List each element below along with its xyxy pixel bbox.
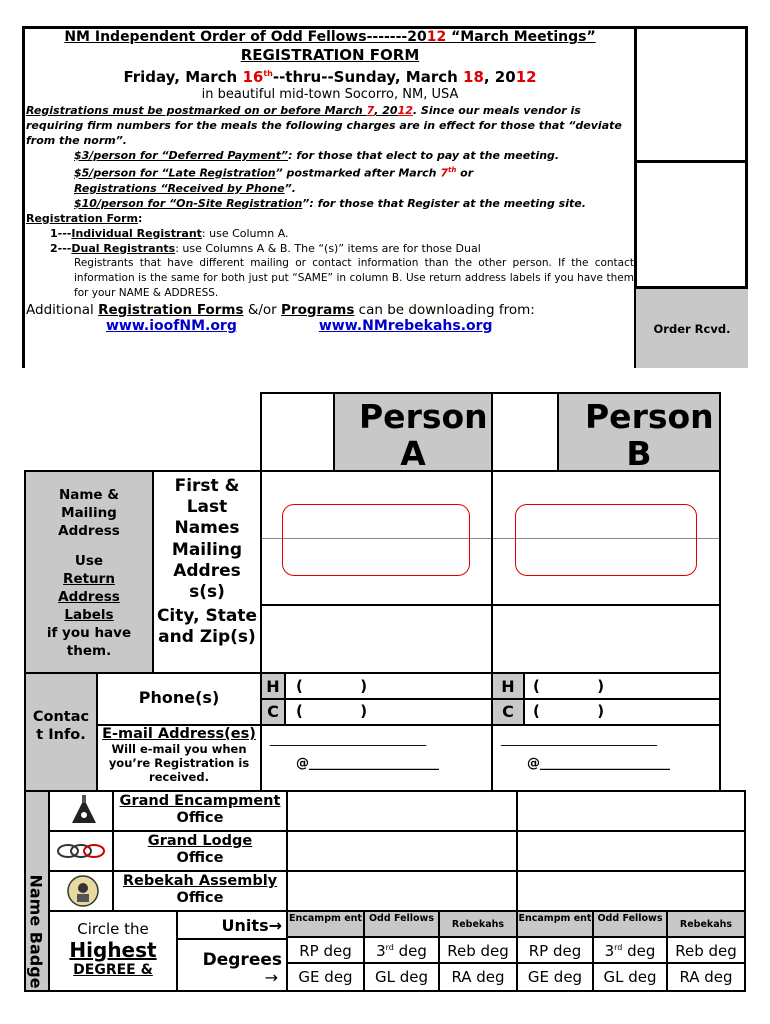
grand-encampment-office: Grand Encampment Office <box>119 793 281 826</box>
unit-rebekahs: Rebekahs <box>451 919 505 930</box>
download-links <box>26 319 634 334</box>
city-state-zip-label: City, State and Zip(s) <box>156 606 258 647</box>
hc-labels: H C <box>262 674 286 726</box>
fee-late: $5/person for “Late Registration” postmarked after March 7th or Registrations “Received by Phone”. <box>74 166 474 195</box>
event-location: in beautiful mid-town Socorro, NM, USA <box>201 87 459 102</box>
arrow-icon: → <box>264 968 278 987</box>
rebekah-emblem-icon <box>66 874 100 908</box>
degree-rp[interactable]: RP deg <box>299 942 352 960</box>
row-line <box>493 724 719 726</box>
name-fields-label-cell <box>152 470 262 674</box>
header-text <box>26 28 634 334</box>
row-line <box>50 870 286 872</box>
row-line <box>518 830 744 832</box>
registration-form-label: Registration Form: <box>26 211 143 225</box>
offices-label-cell <box>48 790 288 912</box>
option-individual: 1---Individual Registrant: use Column A. <box>50 226 289 240</box>
blank-cell <box>260 392 335 472</box>
row-line <box>262 724 491 726</box>
degree-gl[interactable]: GL deg <box>603 968 657 986</box>
email-note: Will e-mail you when you’re Registration is received. <box>108 742 250 784</box>
person-b-degrees-cell <box>516 910 746 992</box>
form-title: REGISTRATION FORM <box>240 46 420 64</box>
degree-reb[interactable]: Reb deg <box>447 942 509 960</box>
person-b-home-phone[interactable]: ( ) <box>533 677 605 695</box>
person-a-home-phone[interactable]: ( ) <box>296 677 368 695</box>
degree-3rd[interactable]: 3rd deg <box>604 942 656 960</box>
person-a-header: Person A <box>333 392 493 472</box>
name-address-label-cell: Name & Mailing Address Use Return Address Labels if you have them. <box>24 470 154 674</box>
person-a-office-cell[interactable] <box>286 790 518 912</box>
side-divider <box>637 160 748 163</box>
person-b-office-cell[interactable] <box>516 790 746 912</box>
degree-reb[interactable]: Reb deg <box>675 942 737 960</box>
person-a-email-line1[interactable]: ________________________ <box>270 732 426 747</box>
person-b-label-area[interactable] <box>515 504 697 576</box>
person-a-contact-cell <box>260 672 493 792</box>
circle-highest-cell: Circle the Highest DEGREE & <box>48 910 178 992</box>
person-a-cell-phone[interactable]: ( ) <box>296 702 368 720</box>
person-b-email-line2[interactable]: @____________________ <box>527 756 670 771</box>
degree-ra[interactable]: RA deg <box>679 968 733 986</box>
degree-gl[interactable]: GL deg <box>374 968 429 986</box>
row-line <box>288 962 516 964</box>
fee-deferred: $3/person for “Deferred Payment”: for those that elect to pay at the meeting. <box>74 149 560 162</box>
unit-odd-fellows: Odd Fellows <box>597 913 663 924</box>
phone-label-cell <box>96 672 262 726</box>
nmrebekahs-link[interactable]: www.NMrebekahs.org <box>318 317 493 334</box>
encampment-emblem-icon <box>68 795 100 827</box>
email-label: E-mail Address(es) <box>102 726 256 742</box>
degrees-label: Degrees <box>202 950 282 970</box>
programs-link[interactable]: Programs <box>281 301 355 318</box>
hc-labels: H C <box>493 674 525 726</box>
first-last-names-label: First & Last Names <box>174 476 240 538</box>
unit-rebekahs: Rebekahs <box>679 919 733 930</box>
row-line <box>518 962 744 964</box>
person-a-degrees-cell <box>286 910 518 992</box>
person-b-name-cell[interactable] <box>491 470 721 674</box>
row-line <box>518 870 744 872</box>
row-line <box>178 938 286 940</box>
person-a-email-line2[interactable]: @____________________ <box>296 756 439 771</box>
row-line <box>262 604 491 606</box>
contact-info-label-cell: Contac t Info. <box>24 672 98 792</box>
person-b-cell-phone[interactable]: ( ) <box>533 702 605 720</box>
grand-lodge-office: Grand Lodge Office <box>147 833 253 866</box>
phone-label: Phone(s) <box>138 688 220 707</box>
row-line <box>288 830 516 832</box>
option-dual: 2---Dual Registrants: use Columns A & B. The “(s)” items are for those Dual <box>50 241 481 255</box>
rebekah-assembly-office: Rebekah Assembly Office <box>122 873 278 906</box>
event-dates: Friday, March 16th--thru--Sunday, March 18, 2012 <box>123 68 537 86</box>
person-a-label-area[interactable] <box>282 504 470 576</box>
mailing-address-label: Mailing Addres s(s) <box>171 540 243 602</box>
ioofnm-link[interactable]: www.ioofNM.org <box>106 317 237 334</box>
fee-onsite: $10/person for “On-Site Registration”: for those that Register at the meeting site. <box>74 196 586 210</box>
name-badge-side-label: Name Badge <box>24 790 50 992</box>
registration-forms-link[interactable]: Registration Forms <box>98 301 244 318</box>
row-line <box>525 698 719 700</box>
person-b-email-line1[interactable]: ________________________ <box>501 732 657 747</box>
units-label: Units→ <box>221 916 282 935</box>
row-line <box>493 604 719 606</box>
email-label-cell <box>96 724 262 792</box>
blank-cell <box>491 392 559 472</box>
row-line <box>288 870 516 872</box>
three-links-icon <box>56 840 106 862</box>
order-received-box <box>636 289 748 368</box>
download-note: Additional Registration Forms &/or Programs can be downloading from: <box>26 301 535 318</box>
row-line <box>286 698 491 700</box>
degree-ge[interactable]: GE deg <box>527 968 583 986</box>
org-title: NM Independent Order of Odd Fellows-------2012 “March Meetings” <box>64 29 596 45</box>
degree-ra[interactable]: RA deg <box>451 968 505 986</box>
units-degrees-label-cell <box>176 910 288 992</box>
degree-rp[interactable]: RP deg <box>528 942 582 960</box>
unit-encampment: Encampm ent <box>518 913 592 924</box>
degree-3rd[interactable]: 3rd deg <box>376 942 427 960</box>
option-dual-detail: Registrants that have different mailing or contact information than the other person. If the contact information is the same for both just put “SAME” in column B. Use return address labels if you have them for your NAME & ADDRESS. <box>74 256 634 299</box>
order-received-label: Order Rcvd. <box>653 321 731 336</box>
postmark-rule: Registrations must be postmarked on or before March 7, 2012. Since our meals vendor is requiring firm numbers for the meals the following charges are in effect for those that “deviate from the norm”. <box>26 104 622 147</box>
degree-ge[interactable]: GE deg <box>298 968 353 986</box>
person-a-name-cell[interactable] <box>260 470 493 674</box>
person-b-contact-cell <box>491 672 721 792</box>
unit-odd-fellows: Odd Fellows <box>368 913 434 924</box>
person-b-header: Person B <box>557 392 721 472</box>
row-line <box>50 830 286 832</box>
unit-encampment: Encampm ent <box>289 913 362 924</box>
